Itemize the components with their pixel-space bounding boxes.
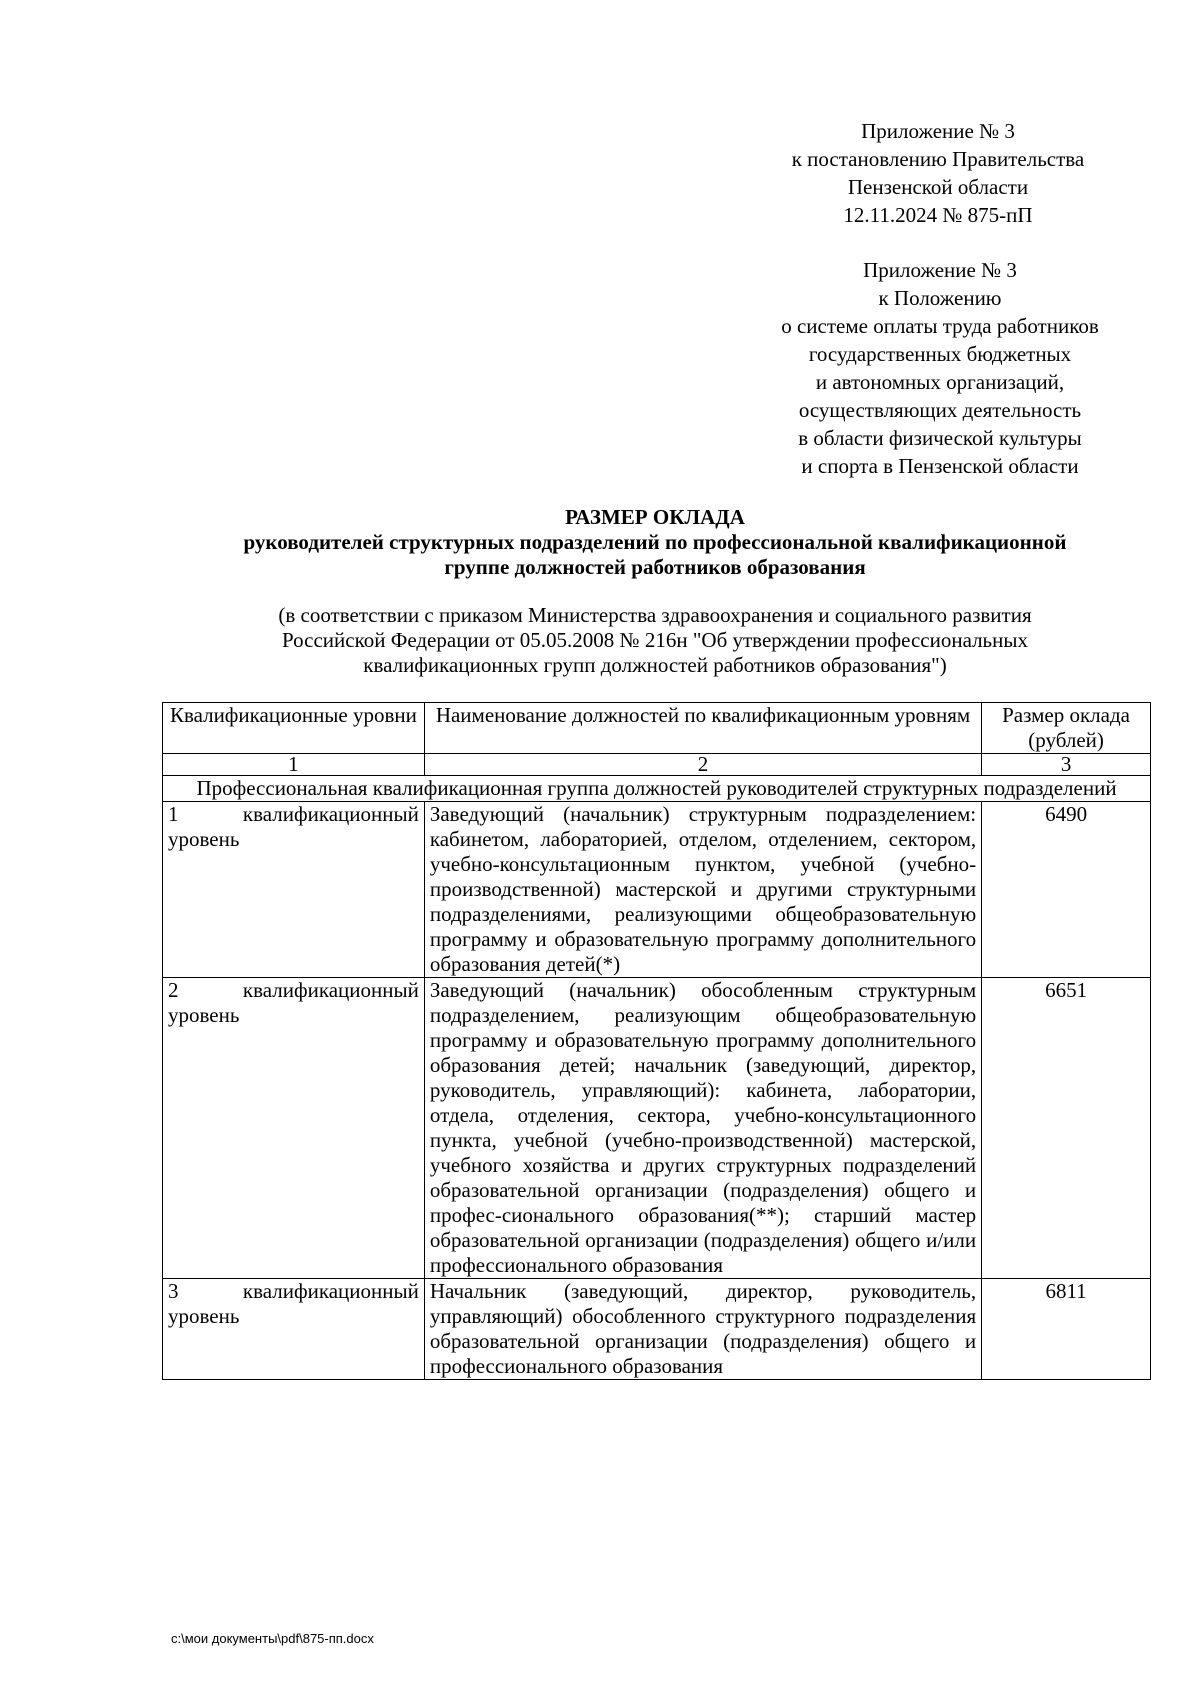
annex-header-line: Пензенской области [847, 175, 1029, 199]
qualification-level: 3 квалификационный уровень [163, 1279, 425, 1380]
footer-file-path: c:\мои документы\pdf\875-пп.docx [171, 1631, 374, 1646]
annex-regulation [740, 256, 1140, 480]
annex-header [760, 117, 1116, 229]
legal-basis-line: квалификационных групп должностей работников образования") [363, 653, 947, 677]
title-subtitle-line: группе должностей работников образования [444, 555, 866, 579]
column-number: 3 [982, 754, 1151, 776]
position-names: Заведующий (начальник) структурным подразделением: кабинетом, лабораторией, отделом, отделением, сектором, учебно-консультационным пунктом, учебной (учебно-производственной) мастерской и другими структурными подразделениями, реализующими общеобразовательную программу и образовательную программу дополнительного образования детей(*) [424, 802, 981, 978]
header-levels: Квалификационные уровни [163, 703, 425, 754]
group-title: Профессиональная квалификационная группа должностей руководителей структурных подразделений [163, 776, 1151, 802]
annex-header-line: Приложение № 3 [861, 119, 1015, 143]
title-subtitle-line: руководителей структурных подразделений по профессиональной квалификационной [243, 530, 1067, 554]
annex-regulation-line: государственных бюджетных [808, 342, 1072, 366]
annex-regulation-line: осуществляющих деятельность [798, 398, 1082, 422]
position-names: Заведующий (начальник) обособленным структурным подразделением, реализующим общеобразовательную программу и образовательную программу дополнительного образования детей; начальник (заведующий, директор, руководитель, управляющий): кабинета, лаборатории, отдела, отделения, сектора, учебно-консультационного пункта, учебной (учебно-производственной) мастерской, учебного хозяйства и других структурных подразделений образовательной организации (подразделения) общего и профес-сионального образования(**); старший мастер образовательной организации (подразделения) общего и/или профессионального образования [424, 978, 981, 1279]
table-row [163, 1279, 1151, 1380]
table-row [163, 802, 1151, 978]
position-names: Начальник (заведующий, директор, руководитель, управляющий) обособленного структурного подразделения образовательной организации (подразделения) общего и профессионального образования [424, 1279, 981, 1380]
table-header-row [163, 703, 1151, 754]
annex-regulation-line: к Положению [878, 286, 1002, 310]
salary-value: 6490 [982, 802, 1151, 978]
annex-regulation-line: о системе оплаты труда работников [781, 314, 1099, 338]
table-group-row [163, 776, 1151, 802]
column-number: 1 [163, 754, 425, 776]
header-salary: Размер оклада (рублей) [982, 703, 1151, 754]
annex-header-line: к постановлению Правительства [791, 147, 1085, 171]
table-row [163, 978, 1151, 1279]
table-column-numbers-row [163, 754, 1151, 776]
title-main: РАЗМЕР ОКЛАДА [565, 505, 745, 529]
document-title [160, 505, 1150, 580]
legal-basis-line: (в соответствии с приказом Министерства здравоохранения и социального развития [278, 603, 1032, 627]
salary-value: 6811 [982, 1279, 1151, 1380]
annex-regulation-line: и спорта в Пензенской области [801, 454, 1079, 478]
header-positions: Наименование должностей по квалификационным уровням [424, 703, 981, 754]
column-number: 2 [424, 754, 981, 776]
annex-header-date: 12.11.2024 № 875-пП [843, 203, 1033, 227]
annex-regulation-line: в области физической культуры [798, 426, 1082, 450]
salary-table [162, 702, 1151, 1380]
legal-basis [160, 603, 1150, 678]
legal-basis-line: Российской Федерации от 05.05.2008 № 216н "Об утверждении профессиональных [281, 628, 1028, 652]
qualification-level: 1 квалификационный уровень [163, 802, 425, 978]
annex-regulation-line: и автономных организаций, [815, 370, 1065, 394]
annex-regulation-line: Приложение № 3 [863, 258, 1017, 282]
salary-value: 6651 [982, 978, 1151, 1279]
qualification-level: 2 квалификационный уровень [163, 978, 425, 1279]
